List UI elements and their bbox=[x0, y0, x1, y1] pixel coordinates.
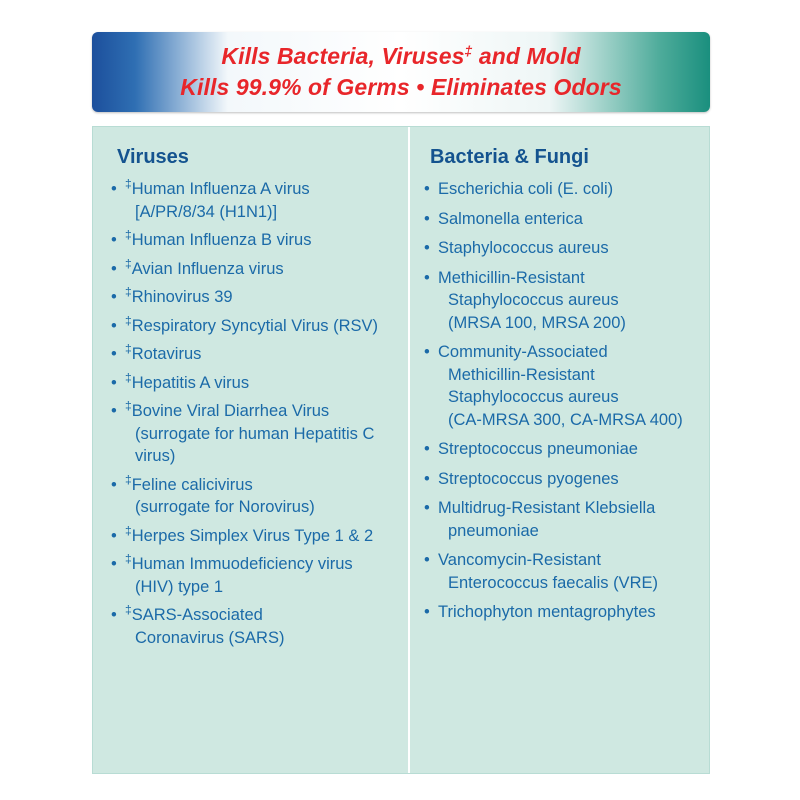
dagger-marker: ‡ bbox=[125, 256, 132, 270]
list-item-line-2: (surrogate for human Hepatitis C virus) bbox=[135, 424, 375, 465]
dagger-marker: ‡ bbox=[125, 176, 132, 191]
bacteria-fungi-column-title: Bacteria & Fungi bbox=[429, 146, 589, 168]
viruses-column bbox=[93, 127, 410, 773]
list-item-line-2: (surrogate for Norovirus) bbox=[135, 498, 315, 516]
list-item-line-1: Feline calicivirus bbox=[131, 475, 253, 494]
list-item bbox=[424, 468, 697, 491]
list-item-line-2: pneumoniae bbox=[447, 521, 539, 540]
list-item bbox=[424, 208, 697, 231]
list-item-line-1: Human Influenza B virus bbox=[131, 231, 312, 249]
dagger-marker: ‡ bbox=[125, 370, 132, 384]
list-item bbox=[111, 258, 396, 281]
list-item bbox=[424, 237, 697, 260]
viruses-column-title: Viruses bbox=[117, 146, 189, 168]
list-item-line-4: (CA-MRSA 300, CA-MRSA 400) bbox=[447, 410, 683, 429]
list-item-line-1: Salmonella enterica bbox=[437, 209, 583, 228]
dagger-marker: ‡ bbox=[125, 602, 132, 617]
dagger-marker: ‡ bbox=[125, 551, 132, 566]
list-item-line-1: Streptococcus pneumoniae bbox=[437, 440, 638, 458]
list-item bbox=[111, 525, 396, 548]
list-item-line-2: (HIV) type 1 bbox=[135, 577, 224, 596]
list-item-line-1: Methicillin-Resistant bbox=[437, 268, 585, 287]
list-item-line-1: Multidrug-Resistant Klebsiella bbox=[437, 499, 656, 517]
banner-line-1 bbox=[221, 41, 580, 72]
list-item bbox=[111, 286, 396, 309]
list-item bbox=[424, 267, 697, 335]
dagger-marker: ‡ bbox=[125, 313, 132, 327]
list-item-line-1: Hepatitis A virus bbox=[131, 373, 250, 392]
list-item-line-2: Methicillin-Resistant bbox=[447, 365, 595, 384]
double-dagger-marker: ‡ bbox=[464, 42, 473, 59]
list-item-line-2: Staphylococcus aureus bbox=[447, 291, 619, 309]
list-item-line-1: Streptococcus pyogenes bbox=[437, 469, 619, 488]
list-item-line-1: Human Immuodeficiency virus bbox=[131, 555, 353, 573]
list-item bbox=[111, 474, 396, 519]
list-item bbox=[424, 497, 697, 542]
list-item-line-1: Community-Associated bbox=[437, 343, 608, 361]
list-item bbox=[111, 229, 396, 252]
list-item bbox=[111, 315, 396, 338]
dagger-marker: ‡ bbox=[125, 472, 132, 486]
list-item-line-3: (MRSA 100, MRSA 200) bbox=[447, 313, 626, 332]
bacteria-fungi-list bbox=[424, 178, 697, 624]
list-item-line-1: Rotavirus bbox=[131, 345, 202, 363]
viruses-list bbox=[111, 178, 396, 649]
list-item-line-2: [A/PR/8/34 (H1N1)] bbox=[135, 202, 278, 221]
list-item-line-1: Human Influenza A virus bbox=[131, 180, 310, 198]
list-item-line-1: Trichophyton mentagrophytes bbox=[437, 603, 656, 621]
dagger-marker: ‡ bbox=[125, 227, 132, 242]
list-item bbox=[111, 372, 396, 395]
list-item bbox=[111, 400, 396, 468]
list-item-line-2: Enterococcus faecalis (VRE) bbox=[447, 573, 658, 592]
dagger-marker: ‡ bbox=[125, 341, 132, 356]
dagger-marker: ‡ bbox=[125, 398, 132, 413]
list-item-line-1: Rhinovirus 39 bbox=[131, 288, 233, 306]
list-item bbox=[424, 438, 697, 461]
list-item-line-1: Respiratory Syncytial Virus (RSV) bbox=[131, 316, 379, 335]
list-item bbox=[424, 178, 697, 201]
list-item bbox=[111, 178, 396, 223]
list-item-line-1: Staphylococcus aureus bbox=[437, 239, 609, 257]
list-item bbox=[424, 549, 697, 594]
claims-table bbox=[92, 126, 710, 774]
list-item bbox=[111, 604, 396, 649]
list-item-line-1: Vancomycin-Resistant bbox=[437, 551, 601, 569]
list-item-line-1: Herpes Simplex Virus Type 1 & 2 bbox=[131, 526, 374, 545]
list-item-line-2: Coronavirus (SARS) bbox=[135, 628, 285, 647]
list-item-line-1: Escherichia coli (E. coli) bbox=[437, 180, 614, 198]
list-item-line-3: Staphylococcus aureus bbox=[447, 388, 619, 406]
dagger-marker: ‡ bbox=[125, 284, 132, 299]
header-banner bbox=[92, 32, 710, 112]
banner-line-1-suffix: and Mold bbox=[472, 43, 581, 69]
banner-line-2: Kills 99.9% of Germs • Eliminates Odors bbox=[180, 74, 622, 100]
list-item-line-1: Avian Influenza virus bbox=[131, 259, 284, 278]
list-item bbox=[424, 601, 697, 624]
list-item bbox=[111, 343, 396, 366]
list-item-line-1: SARS-Associated bbox=[131, 606, 263, 624]
bacteria-fungi-column bbox=[410, 127, 709, 773]
banner-line-1-text: Kills Bacteria, Viruses bbox=[221, 43, 465, 69]
dagger-marker: ‡ bbox=[125, 523, 132, 537]
list-item bbox=[424, 341, 697, 431]
list-item bbox=[111, 553, 396, 598]
list-item-line-1: Bovine Viral Diarrhea Virus bbox=[131, 402, 330, 420]
